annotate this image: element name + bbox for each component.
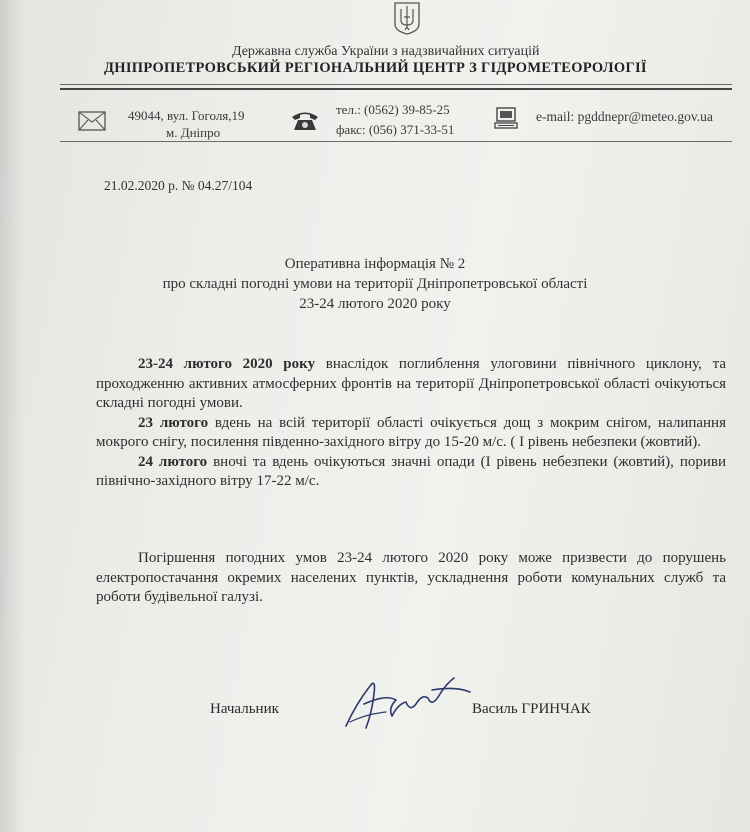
- signatory-position: Начальник: [210, 701, 279, 717]
- page-shadow: [0, 0, 24, 832]
- email-address: e-mail: pgddnepr@meteo.gov.ua: [536, 109, 713, 124]
- document-date-range: 23-24 лютого 2020 року: [299, 296, 451, 312]
- phone-number: тел.: (0562) 39-85-25: [336, 102, 450, 117]
- fax-number: факс: (056) 371-33-51: [336, 122, 455, 137]
- org-line-1: Державна служба України з надзвичайних ситуацій: [232, 44, 540, 59]
- body-paragraph-1: [96, 355, 726, 492]
- p2-bold: 23 лютого: [138, 414, 209, 431]
- header-rule-bottom: [60, 141, 732, 142]
- p4-text: Погіршення погодних умов 23-24 лютого 2020 року може призвести до порушень електропостачання окремих населених пунктів, ускладнення роботи комунальних служб та роботи будівельної галузі.: [96, 550, 726, 605]
- address-line-1: 49044, вул. Гоголя,19: [128, 108, 245, 123]
- p3-bold: 24 лютого: [138, 453, 208, 470]
- body-paragraph-4: [96, 549, 726, 608]
- envelope-icon: [78, 111, 106, 131]
- header-rule-top: [60, 84, 732, 85]
- address-line-2: м. Дніпро: [166, 125, 221, 140]
- org-line-2: ДНІПРОПЕТРОВСЬКИЙ РЕГІОНАЛЬНИЙ ЦЕНТР З ГІДРОМЕТЕОРОЛОГІЇ: [104, 60, 647, 76]
- telephone-icon: [290, 110, 320, 132]
- document-title: Оперативна інформація № 2: [284, 256, 466, 272]
- handwritten-signature: [336, 664, 476, 736]
- header-rule-top-thick: [60, 88, 732, 90]
- computer-icon: [494, 106, 518, 130]
- p1-bold: 23-24 лютого 2020 року: [138, 356, 316, 372]
- p1-text: внаслідок поглиблення улоговини північного циклону, та проходженню активних атмосферних фронтів на території Дніпропетровської області очікуються складні погодні умови.: [96, 356, 726, 411]
- signatory-name: Василь ГРИНЧАК: [472, 701, 591, 717]
- p3-text: вночі та вдень очікуються значні опади (І рівень небезпеки (жовтий), пориви північно-західного вітру 17-22 м/с.: [96, 453, 726, 489]
- document-subtitle: про складні погодні умови на території Дніпропетровської області: [162, 276, 588, 292]
- p2-text: вдень на всій території області очікується дощ з мокрим снігом, налипання мокрого снігу, посилення південно-західного вітру до 15-20 м/с. ( І рівень небезпеки (жовтий).: [96, 414, 726, 450]
- trident-icon: [392, 0, 422, 36]
- document-date-number: 21.02.2020 р. № 04.27/104: [104, 178, 253, 193]
